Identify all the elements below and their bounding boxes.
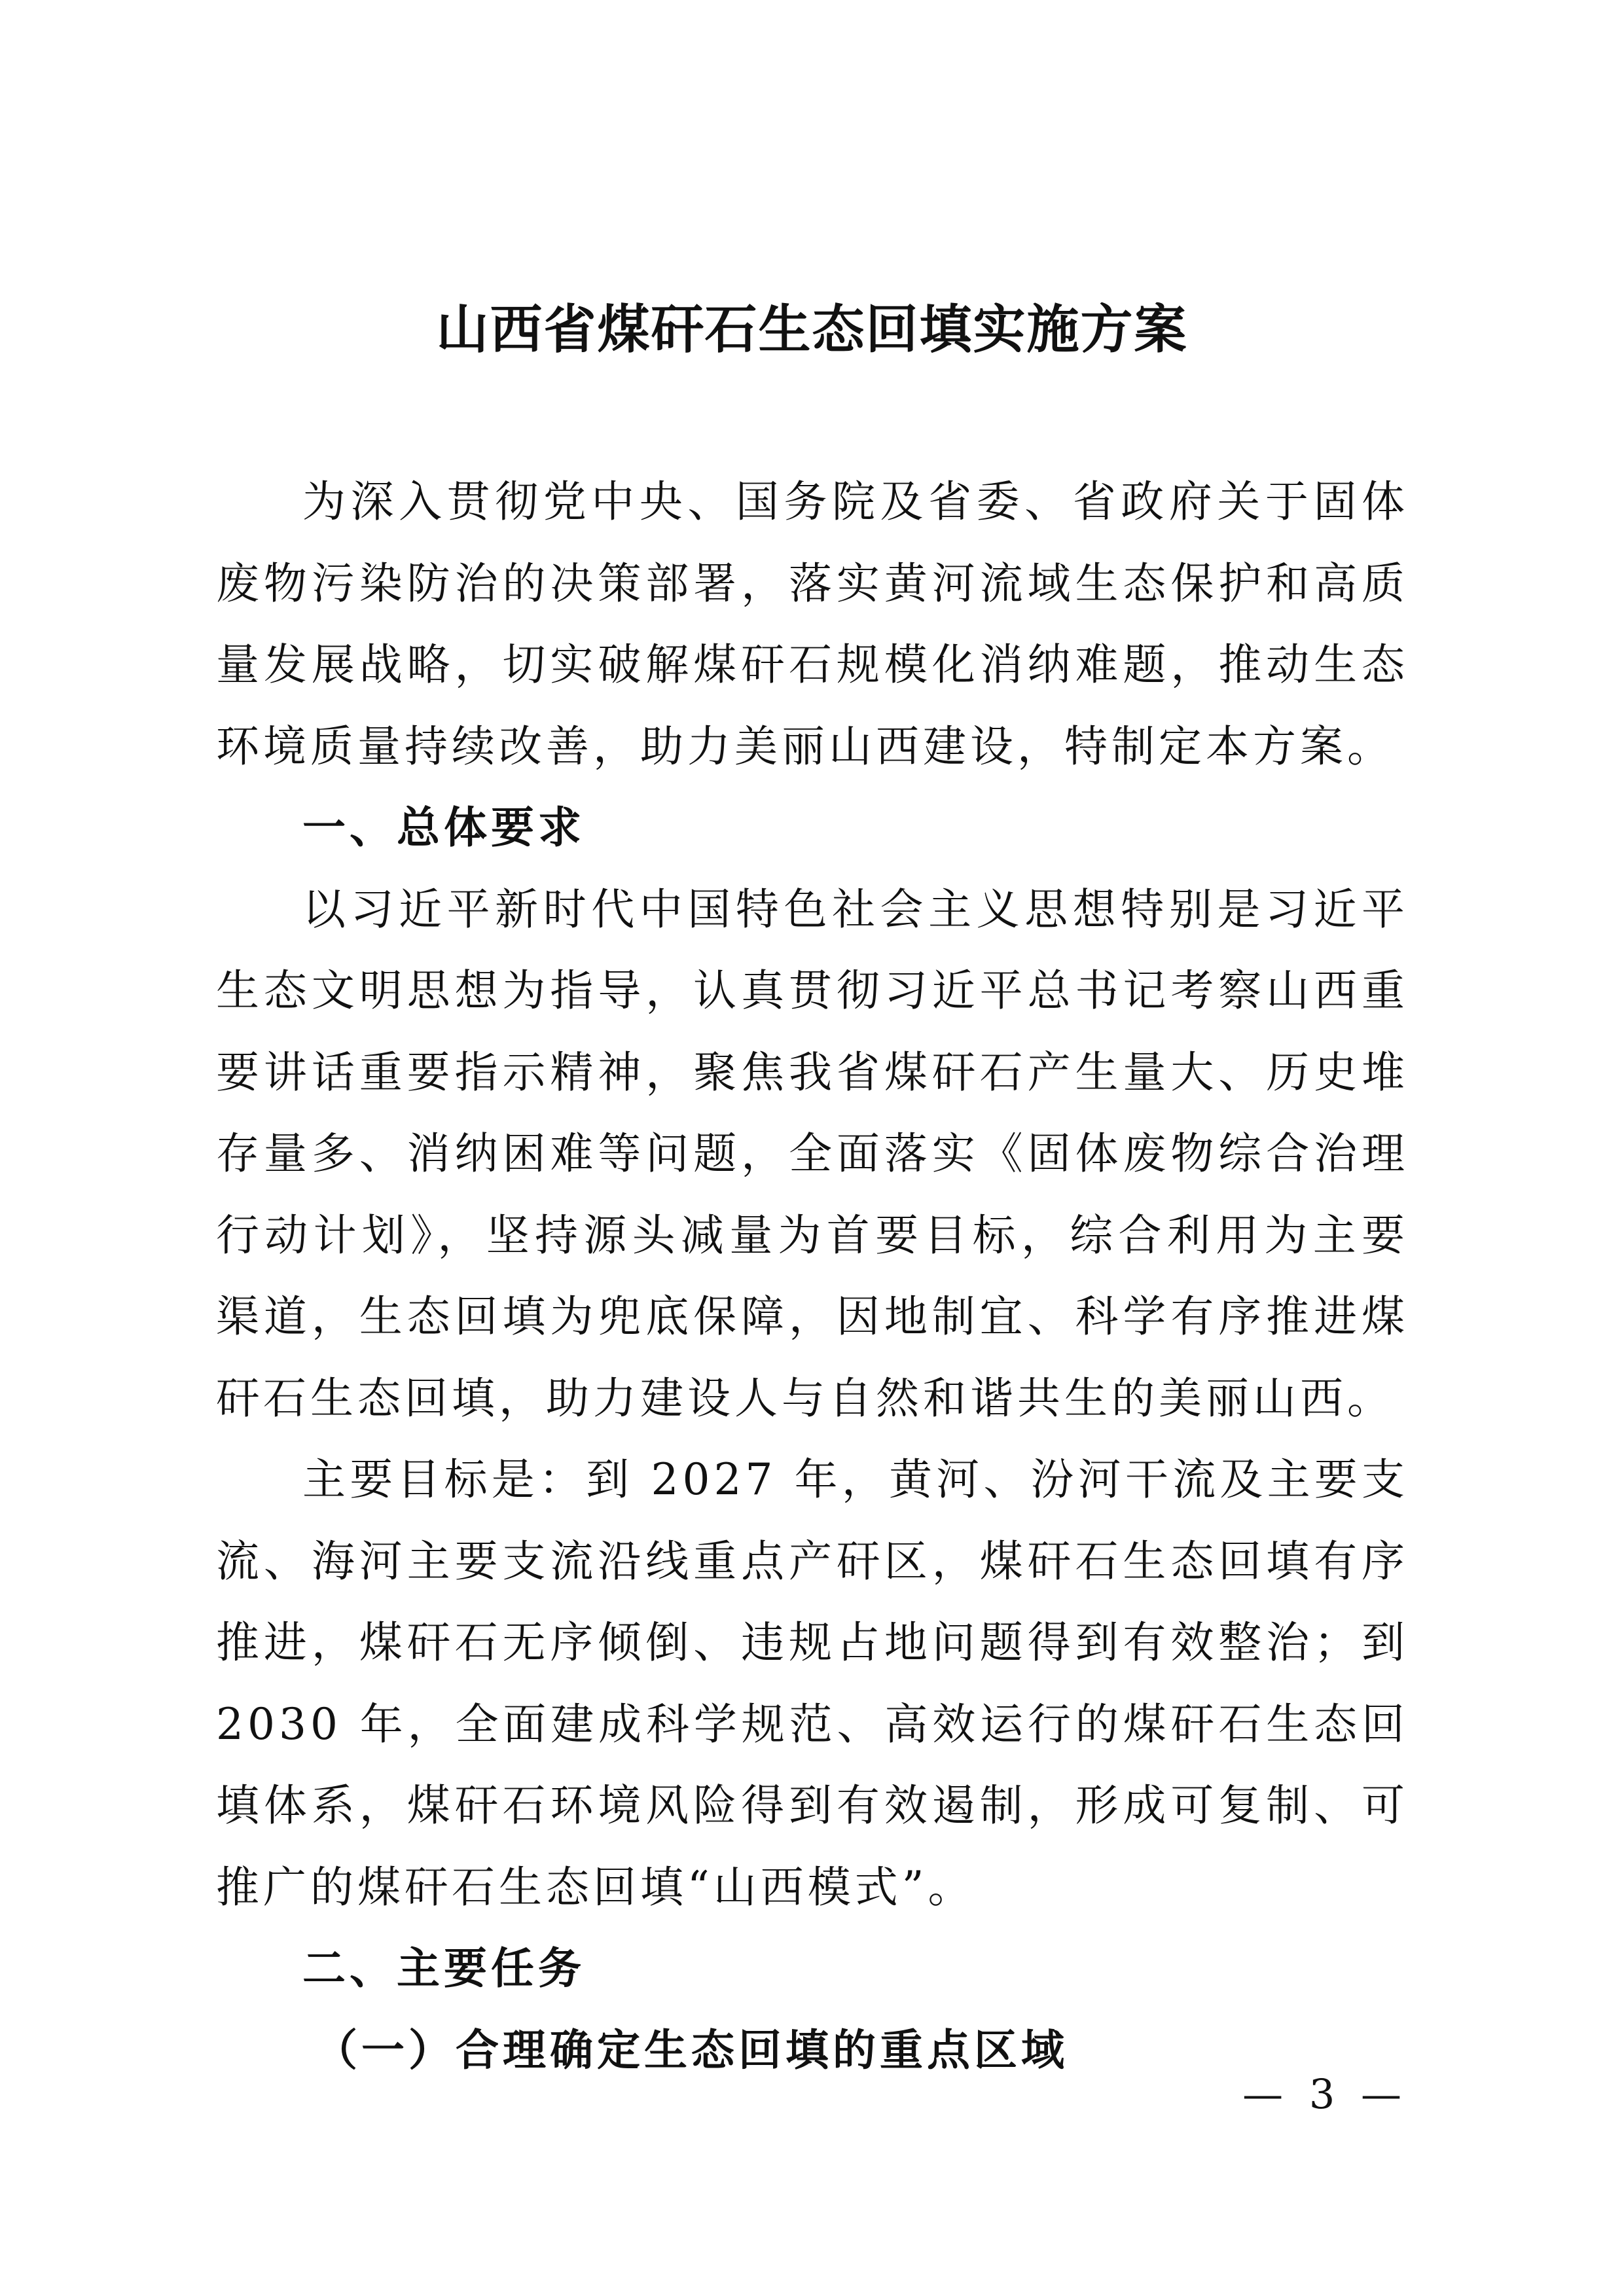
document-title: 山西省煤矸石生态回填实施方案	[436, 298, 1188, 360]
goals-paragraph: 主要目标是：到 2027 年，黄河、汾河干流及主要支流、海河主要支流沿线重点产矸区，煤矸石生态回填有序推进，煤矸石无序倾倒、违规占地问题得到有效整治；到 2030 年，全面建成科学规范、高效运行的煤矸石生态回填体系，煤矸石环境风险得到有效遏制，形成可复制、可推广的煤矸石生态回填“山西模式”。	[216, 1454, 1409, 1912]
section-heading-main-tasks: 二、主要任务	[302, 1943, 585, 1994]
document-body	[216, 461, 1409, 2091]
section-heading-general-requirements: 一、总体要求	[302, 802, 585, 853]
page-number: — 3 —	[1242, 2070, 1408, 2118]
intro-paragraph: 为深入贯彻党中央、国务院及省委、省政府关于固体废物污染防治的决策部署，落实黄河流域生态保护和高质量发展战略，切实破解煤矸石规模化消纳难题，推动生态环境质量持续改善，助力美丽山西建设，特制定本方案。	[216, 476, 1409, 772]
subsection-heading-key-areas: （一）合理确定生态回填的重点区域	[314, 2024, 1068, 2075]
guiding-paragraph: 以习近平新时代中国特色社会主义思想特别是习近平生态文明思想为指导，认真贯彻习近平总书记考察山西重要讲话重要指示精神，聚焦我省煤矸石产生量大、历史堆存量多、消纳困难等问题，全面落实《固体废物综合治理行动计划》，坚持源头减量为首要目标，综合利用为主要渠道，生态回填为兜底保障，因地制宜、科学有序推进煤矸石生态回填，助力建设人与自然和谐共生的美丽山西。	[216, 884, 1409, 1424]
